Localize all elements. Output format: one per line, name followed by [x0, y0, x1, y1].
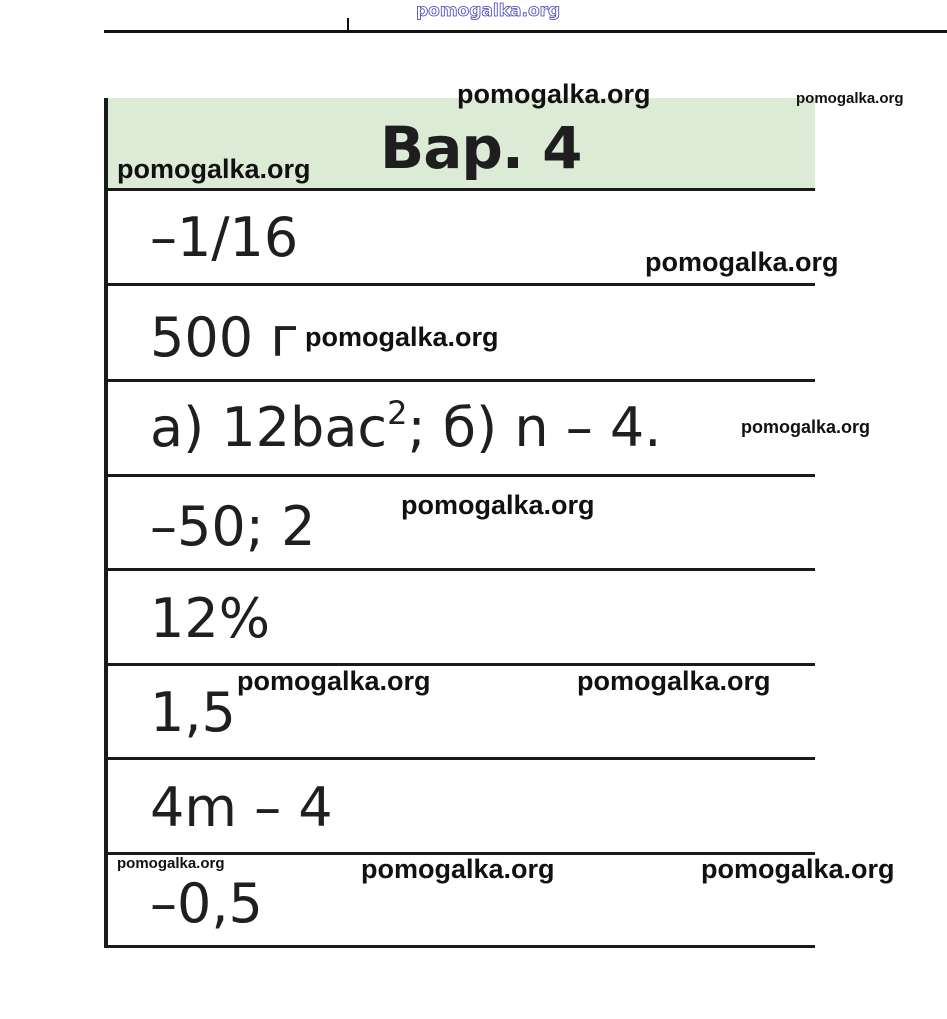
- watermark-text: pomogalka.org: [457, 79, 651, 109]
- watermark-text: pomogalka.org: [701, 854, 895, 884]
- table-row: [108, 382, 815, 477]
- watermark-text: pomogalka.org: [645, 247, 839, 277]
- answer-table: [104, 98, 815, 948]
- answer-3-suffix: ; б) n – 4.: [407, 396, 662, 459]
- watermark-text: pomogalka.org: [117, 855, 225, 872]
- watermark-text: pomogalka.org: [305, 322, 499, 352]
- answer-5: 12%: [150, 587, 271, 650]
- top-divider-tick: [347, 18, 349, 31]
- table-row: [108, 571, 815, 666]
- watermark-text: pomogalka.org: [237, 666, 431, 696]
- variant-title: Вар. 4: [380, 114, 582, 182]
- answer-7: 4m – 4: [150, 776, 333, 839]
- answer-3-exponent: 2: [387, 394, 408, 432]
- watermark-text: pomogalka.org: [117, 154, 311, 184]
- answer-8: –0,5: [150, 872, 263, 935]
- answer-3-prefix: а) 12bac: [150, 396, 388, 459]
- watermark-text: pomogalka.org: [796, 90, 904, 107]
- table-row: [108, 760, 815, 855]
- answer-1: –1/16: [150, 206, 299, 269]
- answer-4: –50; 2: [150, 495, 316, 558]
- answer-3: [150, 396, 661, 459]
- watermark-text: pomogalka.org: [401, 490, 595, 520]
- watermark-text: pomogalka.org: [741, 417, 871, 437]
- watermark-text: pomogalka.org: [361, 854, 555, 884]
- answer-6: 1,5: [150, 681, 236, 744]
- top-divider-line: [104, 30, 947, 33]
- answer-2: 500 г: [150, 306, 299, 369]
- watermark-text: pomogalka.org: [577, 666, 771, 696]
- watermark-outline: pomogalka.org: [416, 1, 561, 21]
